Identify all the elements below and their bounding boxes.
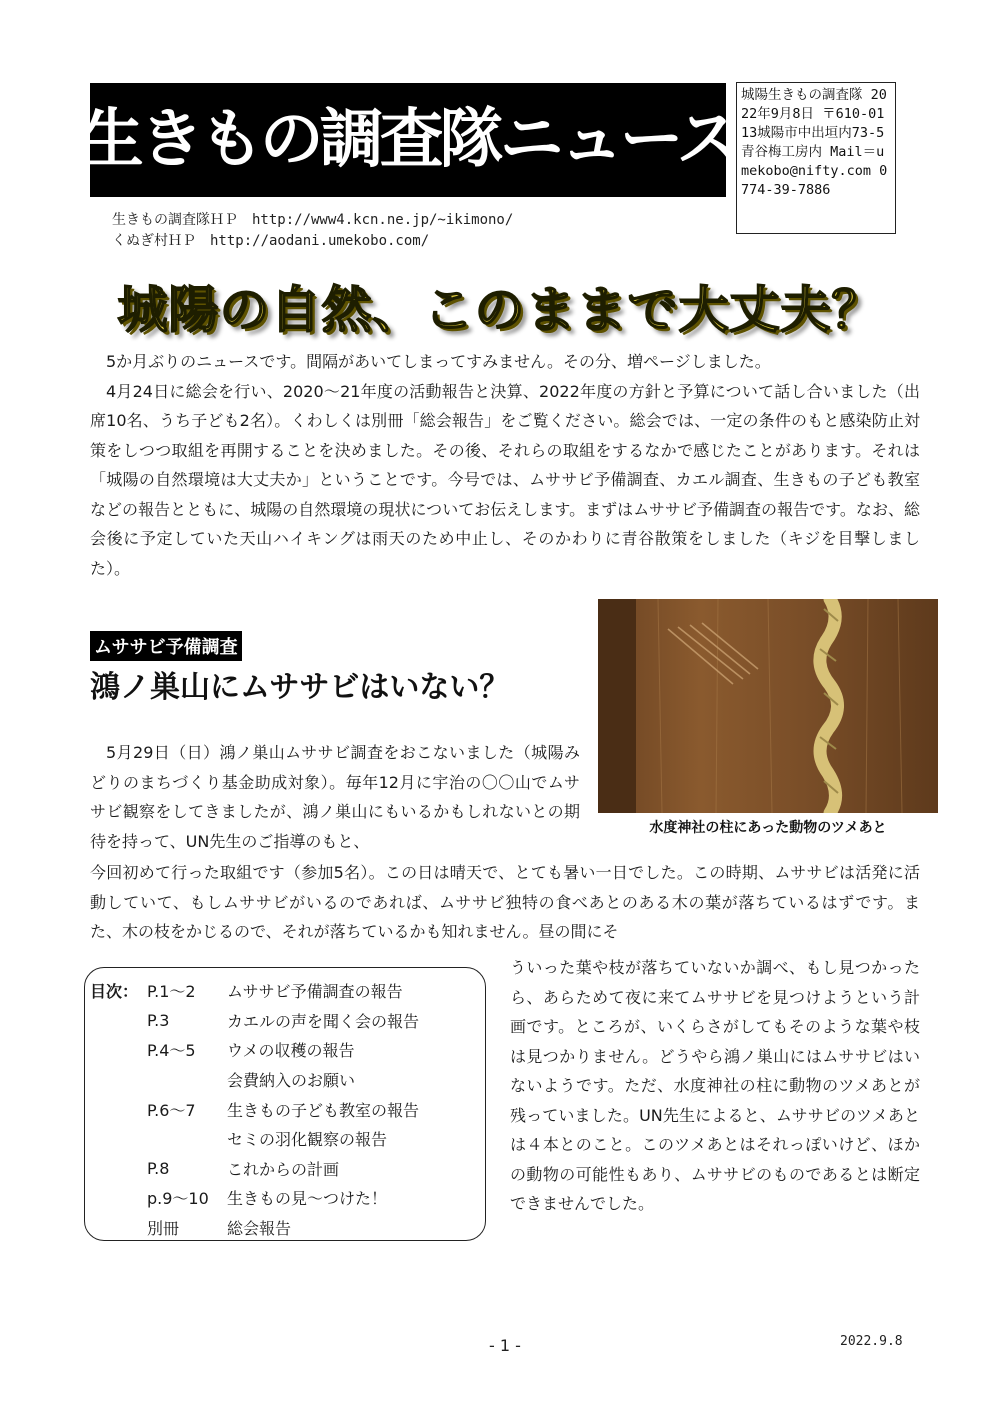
toc-row: [90, 1213, 485, 1243]
organization-info-box: 城陽生きもの調査隊 2022年9月8日 〒610-0113城陽市中出垣内73-5青谷梅工房内 Mail＝umekobo@nifty.com 0774-39-7886: [736, 82, 896, 234]
homepage-line-kunugi: くぬぎ村ＨＰ http://aodani.umekobo.com/: [112, 233, 430, 249]
toc-page: P.4～5: [147, 1041, 196, 1061]
article-paragraph: 5月29日（日）鴻ノ巣山ムササビ調査をおこないました（城陽みどりのまちづくり基金助成対象）。毎年12月に宇治の〇〇山でムササビ観察をしてきましたが、鴻ノ巣山にもいるかもしれないとの期待を持って、UN先生のご指導のもと、: [90, 743, 580, 851]
toc-row: [90, 1035, 485, 1065]
toc-title: 生きもの子ども教室の報告: [227, 1100, 420, 1120]
toc-row: [90, 1154, 485, 1184]
article-text-right: ういった葉や枝が落ちていないか調べ、もし見つかったら、あらためて夜に来てムササビを見つけようという計画です。ところが、いくらさがしてもそのような葉や枝は見つかりません。どうやら鴻ノ巣山にはムササビはいないようです。ただ、水度神社の柱に動物のツメあとが残っていました。UN先生によると、ムササビのツメあとは４本とのこと。このツメあとはそれっぽいけど、ほかの動物の可能性もあり、ムササビのものであるとは断定できませんでした。: [510, 958, 920, 1213]
toc-page: P.8: [147, 1158, 170, 1178]
toc-row: [90, 976, 485, 1006]
table-of-contents: [84, 967, 486, 1241]
page-number: - 1 -: [489, 1336, 521, 1355]
toc-title: セミの羽化観察の報告: [227, 1130, 388, 1150]
toc-page: P.1～2: [147, 982, 196, 1002]
wooden-pillar-image: [598, 599, 938, 813]
toc-title: ウメの収穫の報告: [227, 1041, 355, 1061]
masthead-title: 生きもの調査隊ニュース: [90, 83, 726, 197]
toc-title: ムササビ予備調査の報告: [227, 982, 403, 1002]
main-headline: 城陽の自然、このままで大丈夫？: [117, 281, 883, 339]
toc-row: [90, 1183, 485, 1213]
toc-row: [90, 1006, 485, 1036]
toc-page: P.3: [147, 1010, 170, 1030]
intro-text: [90, 347, 920, 583]
article-text-top: [90, 738, 580, 856]
toc-page: P.6～7: [147, 1100, 196, 1120]
toc-title: 生きもの見～つけた！: [227, 1189, 388, 1209]
toc-title: 会費納入のお願い: [227, 1071, 356, 1091]
toc-row: [90, 1065, 485, 1095]
toc-title: カエルの声を聞く会の報告: [227, 1011, 420, 1031]
toc-row: [90, 1124, 485, 1154]
toc-label: 目次：: [90, 982, 139, 1002]
toc-title: 総会報告: [227, 1219, 292, 1239]
intro-paragraph: 5か月ぶりのニュースです。間隔があいてしまってすみません。その分、増ページしました。: [106, 352, 771, 371]
section-tag: ムササビ予備調査: [90, 631, 242, 661]
article-title: 鴻ノ巣山にムササビはいない？: [90, 670, 510, 705]
article-text-middle: 今回初めて行った取組です（参加5名）。この日は晴天で、とても暑い一日でした。この時期、ムササビは活発に活動していて、もしムササビがいるのであれば、ムササビ独特の食べあとのある木の葉が落ちているはずです。また、木の枝をかじるので、それが落ちているかも知れません。昼の間にそ: [90, 863, 920, 941]
issue-date: 2022.9.8: [840, 1334, 903, 1349]
claw-marks-photo: [598, 599, 938, 813]
intro-paragraph: 4月24日に総会を行い、2020～21年度の活動報告と決算、2022年度の方針と予算について話し合いました（出席10名、うち子ども2名）。くわしくは別冊「総会報告」をご覧ください。総会では、一定の条件のもと感染防止対策をしつつ取組を再開することを決めました。その後、それらの取組をするなかで感じたことがあります。それは「城陽の自然環境は大丈夫か」ということです。今号では、ムササビ予備調査、カエル調査、生きもの子ども教室などの報告とともに、城陽の自然環境の現状についてお伝えします。まずはムササビ予備調査の報告です。なお、総会後に予定していた天山ハイキングは雨天のため中止し、そのかわりに青谷散策をしました（キジを目撃しました）。: [90, 381, 920, 578]
homepage-line-ikimono: 生きもの調査隊ＨＰ http://www4.kcn.ne.jp/~ikimono/: [112, 212, 514, 228]
photo-caption: 水度神社の柱にあった動物のツメあと: [649, 820, 887, 836]
toc-page: p.9～10: [147, 1189, 209, 1209]
toc-row: [90, 1094, 485, 1124]
toc-title: これからの計画: [227, 1159, 340, 1179]
toc-page: 別冊: [147, 1219, 180, 1239]
